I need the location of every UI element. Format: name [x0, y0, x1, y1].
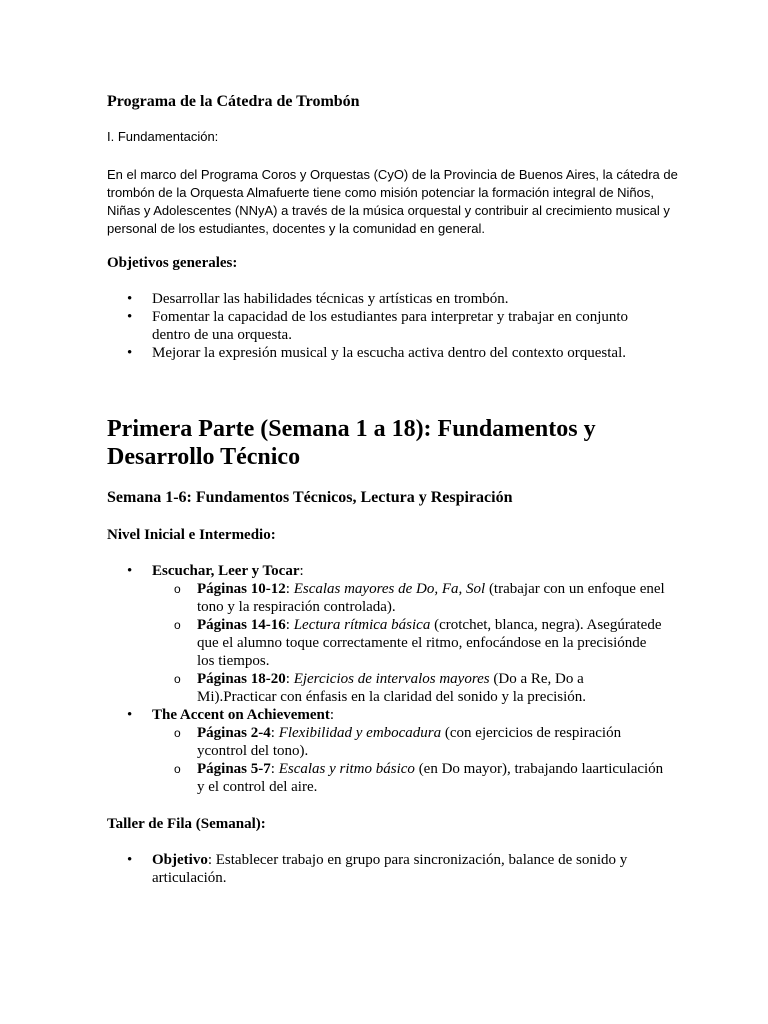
paragraph-line: En el marco del Programa Coros y Orquestas (CyO) de la Provincia de Buenos Aires, la cátedra de — [107, 167, 678, 182]
book-item — [107, 562, 667, 580]
primera-parte-heading — [107, 415, 596, 471]
colon: : — [270, 761, 279, 777]
circle-bullet-icon: o — [174, 582, 181, 596]
pages-label: Páginas 10-12 — [197, 581, 286, 597]
circle-bullet-icon: o — [174, 726, 181, 740]
taller-label: Objetivo — [152, 852, 208, 868]
nivel-heading: Nivel Inicial e Intermedio: — [107, 527, 276, 543]
sub-item-line: control del tono). — [204, 743, 309, 759]
heading-line: Desarrollo Técnico — [107, 444, 301, 470]
bullet-icon: • — [127, 291, 133, 307]
fundamentacion-heading: I. Fundamentación: — [107, 129, 219, 144]
topic-label: Escalas y ritmo básico — [278, 761, 415, 777]
book-item — [107, 706, 667, 724]
book-name: The Accent on Achievement — [152, 707, 330, 723]
list-item-line: Mejorar la expresión musical y la escucha activa dentro del contexto orquestal. — [152, 345, 626, 361]
taller-first-line — [152, 851, 667, 869]
colon: : — [285, 671, 294, 687]
colon: : — [285, 581, 294, 597]
circle-bullet-icon: o — [174, 672, 181, 686]
sub-list-item — [107, 670, 667, 706]
circle-bullet-icon: o — [174, 618, 181, 632]
taller-item — [107, 851, 667, 887]
sub-item-line: de los tiempos. — [197, 635, 647, 669]
book-name: Escuchar, Leer y Tocar — [152, 563, 300, 579]
item-description: (en Do mayor), trabajando la — [414, 761, 593, 777]
sub-list-item — [107, 580, 667, 616]
objetivos-list — [107, 290, 667, 362]
item-description: (trabajar con un enfoque en — [485, 581, 654, 597]
item-description: (con ejercicios de respiración y — [197, 725, 622, 759]
taller-description: : Establecer trabajo en grupo para sincronización, balance de sonido y — [207, 852, 628, 868]
taller-list — [107, 851, 667, 887]
colon: : — [270, 725, 279, 741]
list-item-line: Desarrollar las habilidades técnicas y artísticas en trombón. — [152, 291, 509, 307]
sub-item-line: articulación y el control del aire. — [197, 761, 664, 795]
books-list — [107, 562, 667, 796]
bullet-icon: • — [127, 852, 133, 868]
paragraph-line: trombón de la Orquesta Almafuerte tiene como misión potenciar la formación integral de Niños, — [107, 185, 655, 200]
sub-item-line: el tono y la respiración controlada). — [197, 581, 665, 615]
topic-label: Ejercicios de intervalos mayores — [293, 671, 490, 687]
pages-label: Páginas 18-20 — [197, 671, 286, 687]
circle-bullet-icon: o — [174, 762, 181, 776]
paragraph-line: personal de los estudiantes, docentes y la comunidad en general. — [107, 221, 485, 236]
colon: : — [299, 563, 304, 579]
sub-item-first-line — [197, 617, 647, 633]
sub-item-first-line — [197, 761, 592, 777]
heading-line: Primera Parte (Semana 1 a 18): Fundamentos y — [107, 416, 596, 442]
objetivos-heading: Objetivos generales: — [107, 255, 238, 271]
bullet-icon: • — [127, 707, 133, 723]
book-name-line — [152, 562, 667, 580]
list-item — [107, 290, 667, 308]
sub-list-item — [107, 760, 667, 796]
topic-label: Flexibilidad y embocadura — [278, 725, 442, 741]
topic-label: Escalas mayores de Do, Fa, Sol — [293, 581, 486, 597]
sub-item-line: Practicar con énfasis en la claridad del sonido y la precisión. — [223, 689, 587, 705]
item-description: (crotchet, blanca, negra). Asegúrate — [430, 617, 648, 633]
pages-label: Páginas 5-7 — [197, 761, 271, 777]
paragraph-line: Niñas y Adolescentes (NNyA) a través de la música orquestal y contribuir al crecimiento musical y — [107, 203, 670, 218]
topic-label: Lectura rítmica básica — [293, 617, 431, 633]
list-item — [107, 344, 667, 362]
sub-list-item — [107, 724, 667, 760]
bullet-icon: • — [127, 345, 133, 361]
document-title: Programa de la Cátedra de Trombón — [107, 93, 360, 110]
sub-item-first-line — [197, 581, 654, 597]
colon: : — [285, 617, 294, 633]
list-item-line: dentro de una orquesta. — [152, 327, 292, 343]
book-name-line — [152, 706, 667, 724]
semana-heading: Semana 1-6: Fundamentos Técnicos, Lectura y Respiración — [107, 489, 513, 506]
bullet-icon: • — [127, 563, 133, 579]
taller-heading: Taller de Fila (Semanal): — [107, 816, 266, 832]
list-item-line: Fomentar la capacidad de los estudiantes para interpretar y trabajar en conjunto — [152, 309, 629, 325]
taller-line: articulación. — [152, 870, 227, 886]
sub-item-line: de que el alumno toque correctamente el ritmo, enfocándose en la precisión — [197, 617, 662, 651]
item-description: (Do a Re, Do a Mi). — [197, 671, 584, 705]
pages-label: Páginas 14-16 — [197, 617, 286, 633]
sub-list-item — [107, 616, 667, 670]
list-item — [107, 308, 667, 344]
fundamentacion-paragraph — [107, 166, 678, 238]
bullet-icon: • — [127, 309, 133, 325]
colon: : — [329, 707, 335, 723]
pages-label: Páginas 2-4 — [197, 725, 271, 741]
